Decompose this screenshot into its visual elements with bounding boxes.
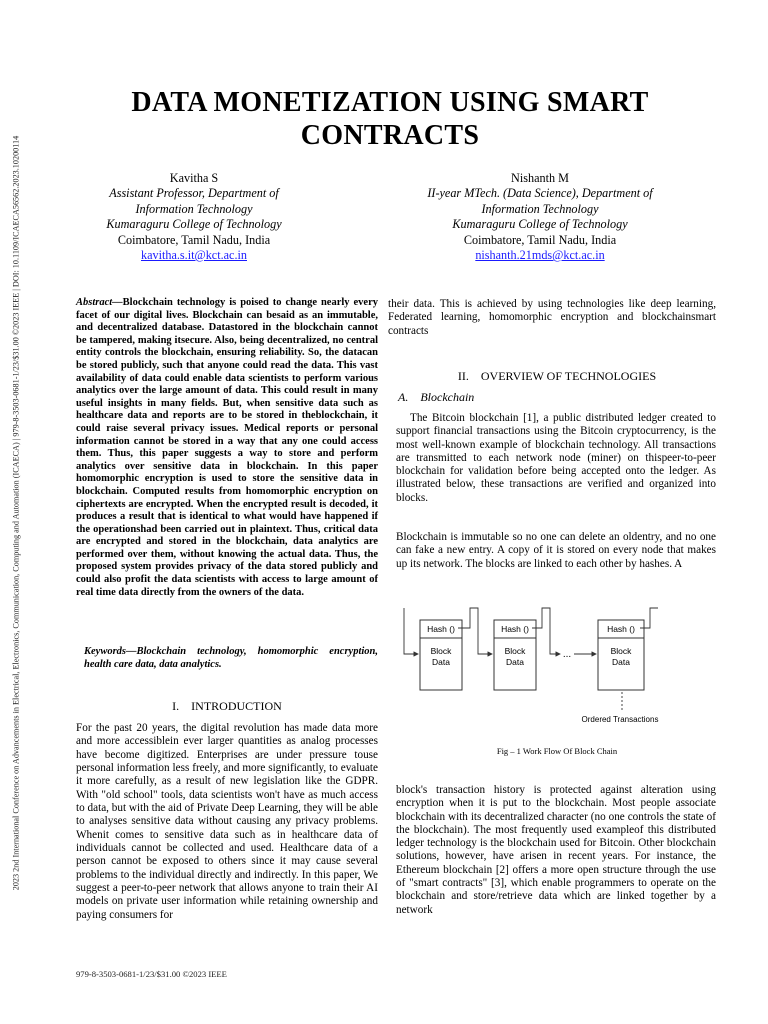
author-location: Coimbatore, Tamil Nadu, India <box>117 232 271 247</box>
blockchain-workflow-figure <box>398 604 716 730</box>
author-college: Kumaraguru College of Technology <box>452 217 628 232</box>
sidebar-citation-text: 2023 2nd International Conference on Advancements in Electrical, Electronics, Communication, Computing and Automation (ICAECA) | 979-8-3503-0681-1/23/$31.00 ©2023 IEEE | DOI: 10.1109/ICAECA56562.2023.10200114 <box>11 135 21 890</box>
ellipsis-label: ... <box>562 649 572 660</box>
block-hash-label: Hash () <box>501 624 529 634</box>
continuation-paragraph: their data. This is achieved by using technologies like deep learning, Federated learning, homomorphic encryption and blockchainsmart contracts <box>388 298 716 337</box>
block-2 <box>494 620 536 690</box>
keywords-label: Keywords— <box>84 646 137 657</box>
author-location: Coimbatore, Tamil Nadu, India <box>463 232 617 247</box>
author-role: Assistant Professor, Department of <box>109 186 279 201</box>
paragraph: Blockchain is immutable so no one can delete an oldentry, and no one can fake a new entry. A copy of it is stored on every node that makes up its network. The blocks are linked to each other by hashes. A <box>396 531 716 570</box>
figure-caption: Fig – 1 Work Flow Of Block Chain <box>496 746 618 756</box>
block-data-line1: Block <box>610 646 632 656</box>
author-college: Kumaraguru College of Technology <box>106 217 282 232</box>
abstract <box>76 297 378 599</box>
block-hash-label: Hash () <box>427 624 455 634</box>
author-role: II-year MTech. (Data Science), Department of <box>427 186 653 201</box>
block-data-line1: Block <box>430 646 452 656</box>
paper-title <box>60 86 720 152</box>
block-data-line2: Data <box>612 657 630 667</box>
block-data-line1: Block <box>504 646 526 656</box>
paragraph: block's transaction history is protected against alteration using encryption when it is put to the blockchain. Most people associate blockchain with its decentralized character (no one controls the state of the blockchain). The most frequently used exampleof this distributed ledger technology is the blockchain used for Bitcoin. Other blockchain solutions, however, have arisen in recent years. For instance, the Ethereum blockchain [2] offers a more open structure through the use of "smart contracts" [3], which enable programmers to operate on the blockchain and store/retrieve data which are linked together by a network <box>396 784 716 916</box>
section-heading-introduction: I. INTRODUCTION <box>172 699 282 713</box>
block-3 <box>598 620 644 690</box>
author-department: Information Technology <box>481 201 599 216</box>
author-email-link[interactable]: kavitha.s.it@kct.ac.in <box>141 248 247 263</box>
introduction-text <box>76 722 378 922</box>
introduction-paragraph: For the past 20 years, the digital revolution has made data more and more accessiblein ever larger quantities as analog processes have become digitized. Enterprises are under pressure touse personal information less freely, and more significantly, to evaluate it more carefully, as a result of new legislation like the GDPR. With "old school" tools, data scientists won't have as much access to data, but with the aid of Private Deep Learning, they will be able to analyses sensitive data without causing any privacy problems. Whenit comes to sensitive data such as in healthcare data of individuals cannot be collected and used. Healthcare data of a person cannot be exposed to others since it may cause several problems to the individual directly and indirectly. In this paper, We suggest a peer-to-peer network that allows anyone to train their AI models on private user information while retaining ownership and paying consumers for <box>76 722 378 921</box>
blockchain-paragraph-2 <box>396 531 716 571</box>
author-block-2 <box>410 171 670 263</box>
author-name: Kavitha S <box>169 171 219 185</box>
ordered-transactions-label: Ordered Transactions <box>581 715 659 724</box>
author-email-link[interactable]: nishanth.21mds@kct.ac.in <box>475 248 605 263</box>
title-line-1: DATA MONETIZATION USING SMART <box>131 87 649 118</box>
block-1 <box>420 620 462 690</box>
title-line-2: CONTRACTS <box>300 120 480 151</box>
paragraph: The Bitcoin blockchain [1], a public distributed ledger created to support financial transactions using the Bitcoin cryptocurrency, is the most well-known example of blockchain technology. All transactions are transmitted to each network node (miner) on thispeer-to-peer blockchain for validation before being accepted onto the ledger. As illustrated below, these transactions are verified and organized into blocks. <box>396 412 716 504</box>
block-data-line2: Data <box>432 657 450 667</box>
subsection-heading-blockchain: A. Blockchain <box>398 390 475 404</box>
sidebar-citation <box>6 60 26 965</box>
author-block-1 <box>64 171 324 263</box>
block-data-line2: Data <box>506 657 524 667</box>
page-footer: 979-8-3503-0681-1/23/$31.00 ©2023 IEEE <box>76 969 227 979</box>
keywords <box>84 646 378 671</box>
right-column-continuation <box>388 298 716 338</box>
author-department: Information Technology <box>135 201 253 216</box>
abstract-text: Blockchain technology is poised to change nearly every facet of our digital lives. Blockchain can besaid as an immutable, and decentralized database. Datastored in the blockchain cannot be tampered, making itsecure. Also, being decentralized, no central entity controls the blockchain, ensuring reliability. So, the datacan be stored publicly, such that anyone could read the data. This vast availability of data could enable data scientists to perform various analytics over the large amount of data. This could result in many useful insights in many fields. But, when sensitive data such as healthcare data and reports are to be stored in theblockchain, it could raise several privacy issues. Medical reports or personal information cannot be stored in a way that any one could access them. Thus, this paper suggests a way to store and perform analytics over sensitive data in blockchain. In this paper homomorphic encryption is used to store the sensitive data in blockchain. Computed results from homomorphic encryption on ciphertexts are encrypted. When the encrypted result is decoded, it produces a result that is identical to what would have happened if the operationshad been carried out in plaintext. Thus, critical data are encrypted and stored in the blockchain, data analytics are performed over them, without knowing the actual data. Thus, the proposed system provides privacy of the data stored publicly and could also profit the data scientists with access to large amount of real time data directly from the owners of the data. <box>76 297 378 598</box>
keywords-text: Blockchain technology, homomorphic encryption, health care data, data analytics. <box>84 646 378 670</box>
section-heading-overview: II. OVERVIEW OF TECHNOLOGIES <box>457 369 657 383</box>
block-hash-label: Hash () <box>607 624 635 634</box>
blockchain-paragraph-3 <box>396 784 716 917</box>
abstract-label: Abstract— <box>76 297 123 308</box>
blockchain-paragraph-1 <box>396 412 716 505</box>
author-name: Nishanth M <box>511 171 569 185</box>
